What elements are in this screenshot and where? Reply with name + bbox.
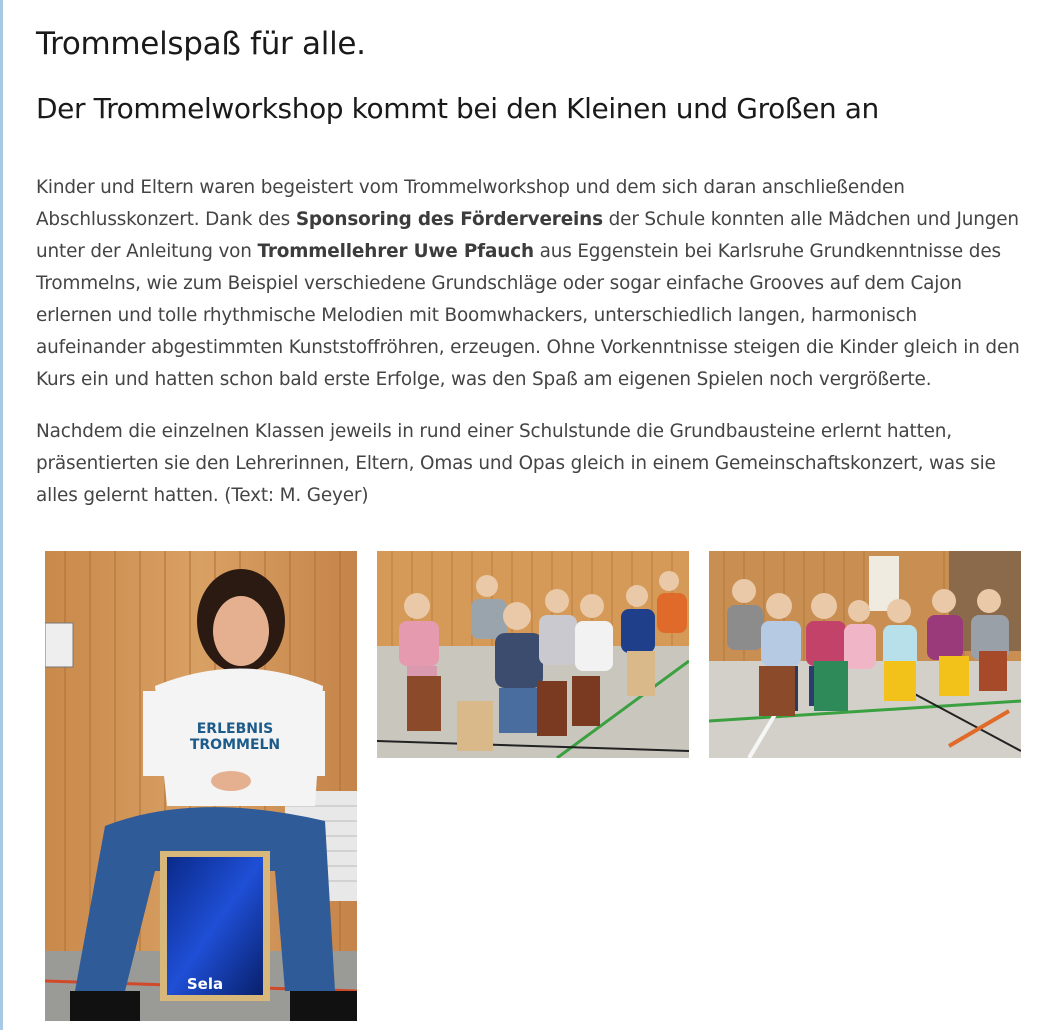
paragraph-text: Kinder und Eltern waren begeistert vom Trommelworkshop und dem sich daran anschließenden Abschlusskonzert. Dank des xyxy=(36,177,905,230)
left-border-rule xyxy=(0,0,3,1030)
photo-teacher-cajon[interactable] xyxy=(45,551,357,1021)
cajon-brand-text: Sela xyxy=(186,975,224,993)
photo-children-cajons-1[interactable] xyxy=(377,551,689,758)
bold-phrase-sponsoring: Sponsoring des Fördervereins xyxy=(295,209,603,230)
bold-phrase-teacher: Trommellehrer Uwe Pfauch xyxy=(257,241,534,262)
paragraph-text: aus Eggenstein bei Karlsruhe Grundkenntnisse des Trommelns, wie zum Beispiel verschiedene Grundschläge oder sogar einfache Grooves auf dem Cajon erlernen und tolle rhythmische Melodien mit Boomwhackers, unterschiedlich langen, harmonisch aufeinander abgestimmten Kunststoffröhren, erzeugen. Ohne Vorkenntnisse steigen die Kinder gleich in den Kurs ein und hatten schon bald erste Erfolge, was den Spaß am eigenen Spielen noch vergrößerte. xyxy=(36,241,1020,390)
article-paragraph-2: Nachdem die einzelnen Klassen jeweils in rund einer Schulstunde die Grundbausteine erlernt hatten, präsentierten sie den Lehrerinnen, Eltern, Omas und Opas gleich in einem Gemeinschaftskonzert, was sie alles gelernt hatten. (Text: M. Geyer) xyxy=(36,421,996,506)
photo-children-cajons-2[interactable] xyxy=(709,551,1021,758)
children-photo-2-image xyxy=(709,551,1021,758)
page-title: Trommelspaß für alle. xyxy=(36,26,366,62)
shirt-text-line1: ERLEBNIS xyxy=(196,721,274,737)
article-paragraph-1 xyxy=(36,172,1026,396)
children-photo-1-image xyxy=(377,551,689,758)
paragraph-text: der Schule konnten alle Mädchen und Jungen unter der Anleitung von xyxy=(36,209,1019,262)
shirt-text-line2: TROMMELN xyxy=(189,737,281,753)
teacher-photo-image xyxy=(45,551,357,1021)
page-subtitle: Der Trommelworkshop kommt bei den Kleinen und Großen an xyxy=(36,92,879,125)
